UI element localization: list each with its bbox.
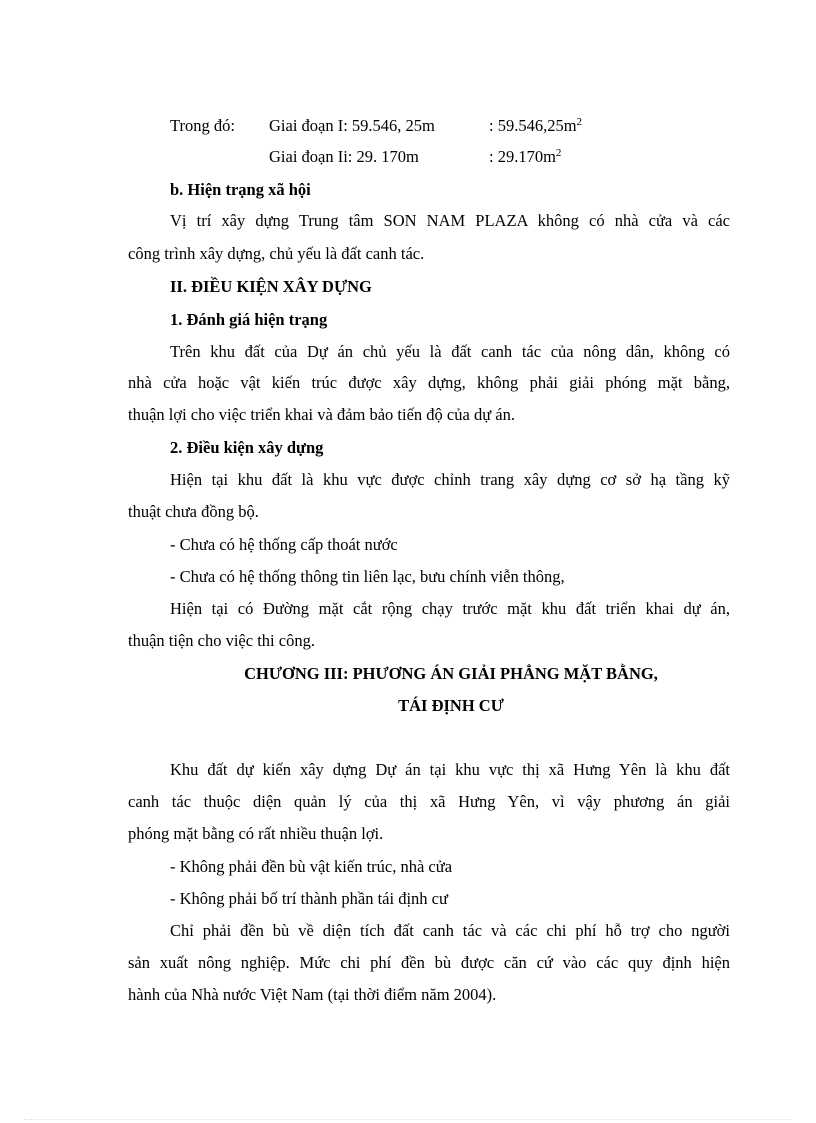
bullet-item: - Chưa có hệ thống thông tin liên lạc, bưu chính viễn thông, [170,567,565,586]
social-paragraph-line: Vị trí xây dựng Trung tâm SON NAM PLAZA không có nhà cửa và các [170,211,730,230]
bullet-item: - Không phải đền bù vật kiến trúc, nhà cửa [170,857,453,876]
paragraph-line: canh tác thuộc diện quản lý của thị xã Hưng Yên, vì vậy phương án giải [128,792,730,811]
paragraph-line: Hiện tại có Đường mặt cắt rộng chạy trước mặt khu đất triển khai dự án, [170,599,730,618]
phase1-value: : $59.546,25m^2$ [489,116,583,135]
paragraph-line: Khu đất dự kiến xây dựng Dự án tại khu vực thị xã Hưng Yên là khu đất [170,760,730,779]
page-footer-rule [24,1119,792,1120]
bullet-item: - Không phải bố trí thành phần tái định cư [170,889,448,908]
section2-sub1: 1. Đánh giá hiện trạng [170,310,328,329]
area-label: Trong đó: [170,116,235,135]
phase2-name: Giai đoạn Ii: 29. 170m [269,147,419,166]
paragraph-line: thuật chưa đồng bộ. [128,502,259,521]
bullet-item: - Chưa có hệ thống cấp thoát nước [170,535,398,554]
social-heading: b. Hiện trạng xã hội [170,180,311,199]
phase1-name: Giai đoạn I: 59.546, 25m [269,116,435,135]
paragraph-line: thuận lợi cho việc triển khai và đảm bảo tiến độ của dự án. [128,405,515,424]
paragraph-line: thuận tiện cho việc thi công. [128,631,315,650]
section2-heading: II. ĐIỀU KIỆN XÂY DỰNG [170,277,372,296]
social-paragraph-line: công trình xây dựng, chủ yếu là đất canh tác. [128,244,425,263]
section2-sub2: 2. Điều kiện xây dựng [170,438,324,457]
paragraph-line: Chỉ phải đền bù về diện tích đất canh tác và các chi phí hỗ trợ cho người [170,921,730,940]
chapter3-title-line2: TÁI ĐỊNH CƯ [398,696,504,715]
chapter3-title-line1: CHƯƠNG III: PHƯƠNG ÁN GIẢI PHẲNG MẶT BẰNG, [244,664,658,683]
paragraph-line: sản xuất nông nghiệp. Mức chi phí đền bù được căn cứ vào các quy định hiện [128,953,730,972]
paragraph-line: hành của Nhà nước Việt Nam (tại thời điểm năm 2004). [128,985,497,1004]
paragraph-line: nhà cửa hoặc vật kiến trúc được xây dựng, không phải giải phóng mặt bằng, [128,373,730,392]
paragraph-line: Trên khu đất của Dự án chủ yếu là đất canh tác của nông dân, không có [170,342,730,361]
phase2-value: : $29.170m^2$ [489,147,562,166]
paragraph-line: Hiện tại khu đất là khu vực được chỉnh trang xây dựng cơ sở hạ tầng kỹ [170,470,730,489]
paragraph-line: phóng mặt bằng có rất nhiều thuận lợi. [128,824,384,843]
